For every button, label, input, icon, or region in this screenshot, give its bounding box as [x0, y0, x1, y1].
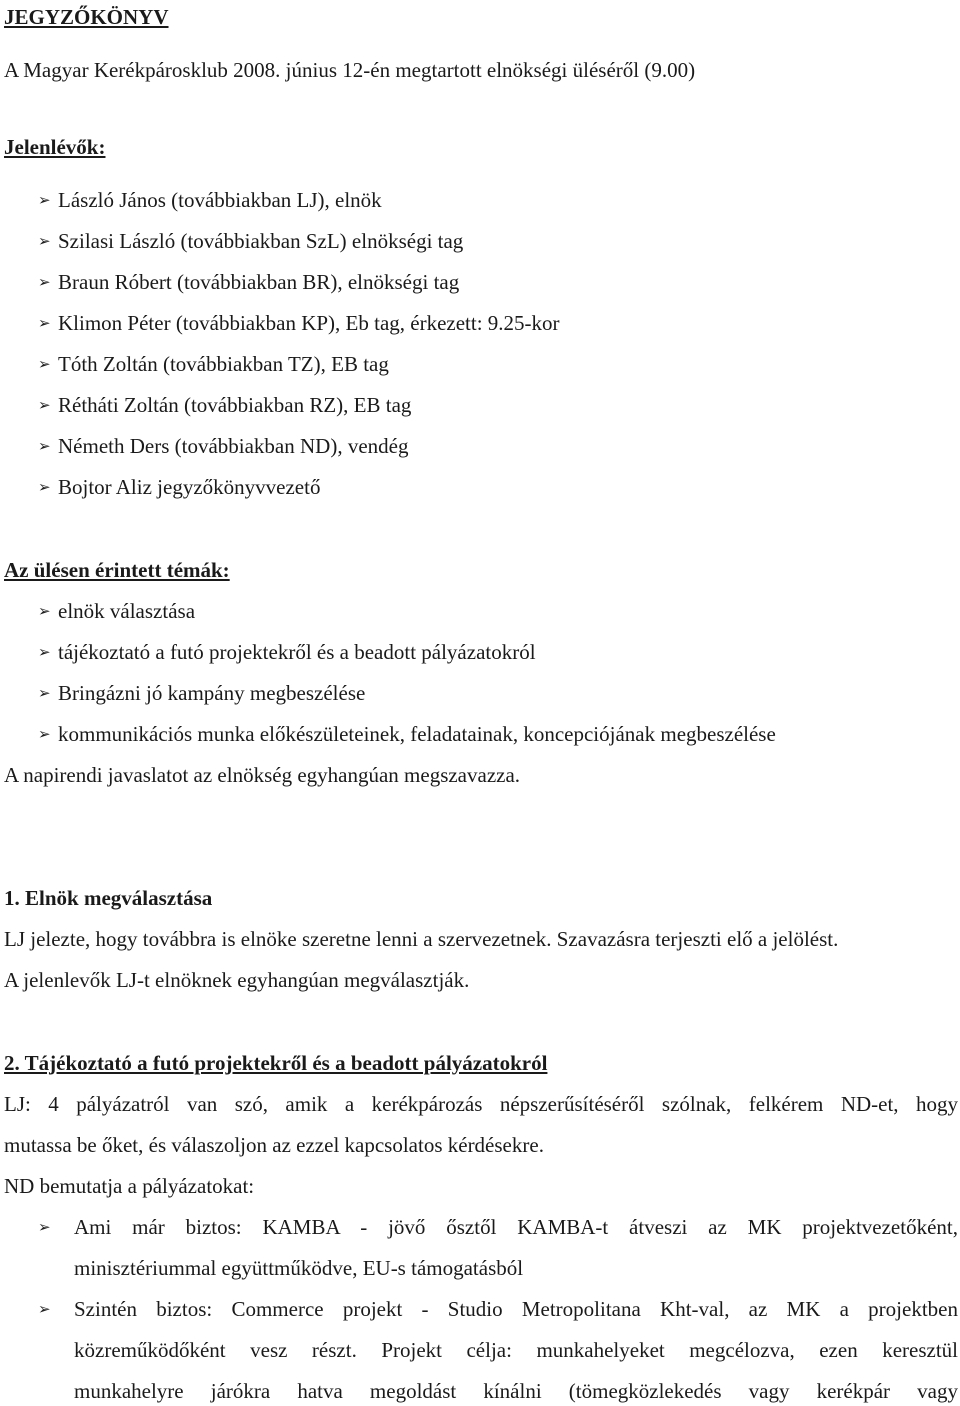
arrow-bullet-icon: ➢ — [38, 1300, 51, 1318]
section-2-intro: ND bemutatja a pályázatokat: — [4, 1174, 255, 1198]
project-bullet-line: Ami már biztos: KAMBA - jövő ősztől KAMBA-t átveszi az MK projektvezetőként, — [74, 1215, 958, 1239]
arrow-bullet-icon: ➢ — [38, 191, 51, 209]
arrow-bullet-icon: ➢ — [38, 396, 51, 414]
arrow-bullet-icon: ➢ — [38, 314, 51, 332]
arrow-bullet-icon: ➢ — [38, 232, 51, 250]
agenda-note: A napirendi javaslatot az elnökség egyhangúan megszavazza. — [4, 763, 521, 787]
document-title: JEGYZŐKÖNYV — [4, 5, 169, 29]
project-bullet-line: közreműködőként vesz részt. Projekt célja: munkahelyeket megcélozva, ezen keresztül — [74, 1338, 958, 1362]
attendees-heading: Jelenlévők: — [4, 135, 106, 159]
arrow-bullet-icon: ➢ — [38, 725, 51, 743]
section-2-paragraph-line: LJ: 4 pályázatról van szó, amik a kerékpározás népszerűsítéséről szólnak, felkérem ND-et, hogy — [4, 1092, 958, 1116]
project-bullet-line: minisztériummal együttműködve, EU-s támogatásból — [74, 1256, 524, 1280]
list-item: Bojtor Aliz jegyzőkönyvvezető — [58, 475, 321, 499]
section-2-paragraph-line: mutassa be őket, és válaszoljon az ezzel kapcsolatos kérdésekre. — [4, 1133, 544, 1157]
list-item: László János (továbbiakban LJ), elnök — [58, 188, 382, 212]
arrow-bullet-icon: ➢ — [38, 1218, 51, 1236]
arrow-bullet-icon: ➢ — [38, 273, 51, 291]
project-bullet-line: munkahelyre járókra hatva megoldást kínálni (tömegközlekedés vagy kerékpár vagy — [74, 1379, 958, 1403]
topics-heading: Az ülésen érintett témák: — [4, 558, 230, 582]
list-item: Németh Ders (továbbiakban ND), vendég — [58, 434, 409, 458]
list-item: tájékoztató a futó projektekről és a beadott pályázatokról — [58, 640, 536, 664]
arrow-bullet-icon: ➢ — [38, 643, 51, 661]
list-item: Tóth Zoltán (továbbiakban TZ), EB tag — [58, 352, 389, 376]
section-1-line: A jelenlevők LJ-t elnöknek egyhangúan megválasztják. — [4, 968, 470, 992]
document-subtitle: A Magyar Kerékpárosklub 2008. június 12-én megtartott elnökségi üléséről (9.00) — [4, 58, 696, 82]
list-item: Bringázni jó kampány megbeszélése — [58, 681, 366, 705]
list-item: Braun Róbert (továbbiakban BR), elnökségi tag — [58, 270, 460, 294]
arrow-bullet-icon: ➢ — [38, 602, 51, 620]
section-2-heading: 2. Tájékoztató a futó projektekről és a beadott pályázatokról — [4, 1051, 548, 1075]
section-1-heading: 1. Elnök megválasztása — [4, 886, 213, 910]
arrow-bullet-icon: ➢ — [38, 437, 51, 455]
list-item: Klimon Péter (továbbiakban KP), Eb tag, érkezett: 9.25-kor — [58, 311, 560, 335]
arrow-bullet-icon: ➢ — [38, 478, 51, 496]
section-1-line: LJ jelezte, hogy továbbra is elnöke szeretne lenni a szervezetnek. Szavazásra terjeszti elő a jelölést. — [4, 927, 839, 951]
list-item: Rétháti Zoltán (továbbiakban RZ), EB tag — [58, 393, 412, 417]
arrow-bullet-icon: ➢ — [38, 355, 51, 373]
arrow-bullet-icon: ➢ — [38, 684, 51, 702]
list-item: elnök választása — [58, 599, 196, 623]
project-bullet-line: Szintén biztos: Commerce projekt - Studio Metropolitana Kht-val, az MK a projektben — [74, 1297, 958, 1321]
list-item: kommunikációs munka előkészületeinek, feladatainak, koncepciójának megbeszélése — [58, 722, 776, 746]
list-item: Szilasi László (továbbiakban SzL) elnökségi tag — [58, 229, 464, 253]
